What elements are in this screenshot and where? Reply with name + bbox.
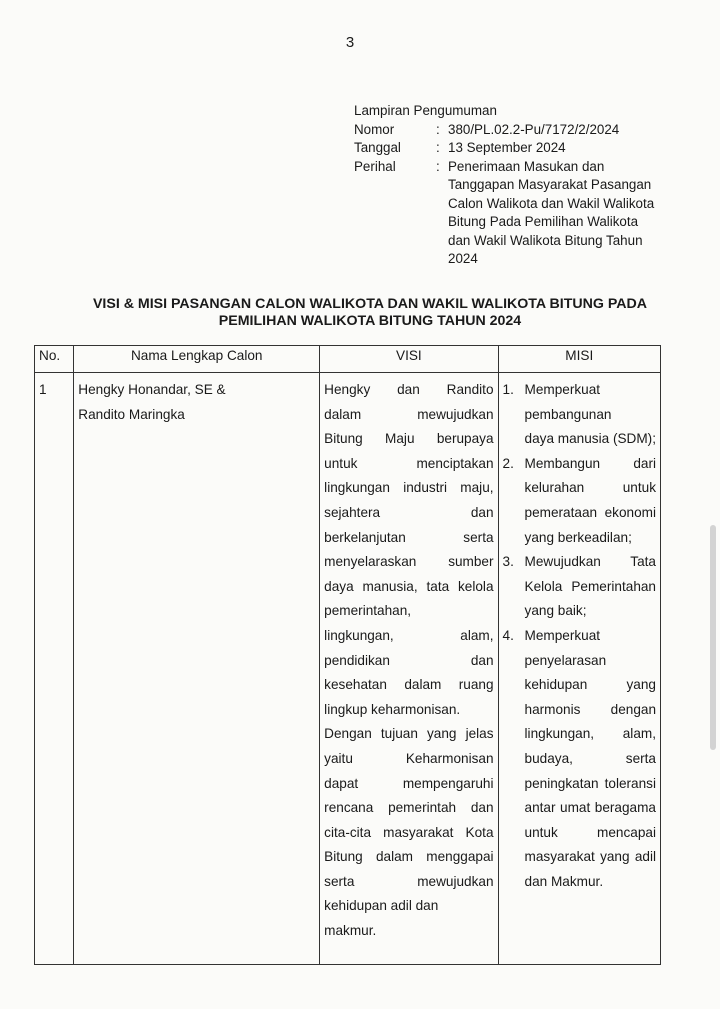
visi-line: lingkungan, alam, <box>324 627 494 643</box>
lampiran-field-nomor <box>354 121 676 140</box>
misi-text <box>525 452 656 550</box>
misi-line: lingkungan, alam, <box>524 726 656 742</box>
misi-line: daya manusia (SDM); <box>524 431 656 447</box>
lampiran-field-tanggal <box>354 139 676 158</box>
header-visi: VISI <box>320 346 498 373</box>
visi-line: Bitung dalam menggapai <box>324 849 494 865</box>
field-value-line: 380/PL.02.2-Pu/7172/2/2024 <box>448 121 620 137</box>
misi-line: dan Makmur. <box>524 873 604 889</box>
visi-misi-table <box>34 345 661 965</box>
nama-line: Hengky Honandar, SE & <box>78 382 226 397</box>
visi-line: sejahtera dan <box>324 504 494 520</box>
visi-line: Bitung Maju berupaya <box>324 431 494 447</box>
misi-number: 4. <box>502 627 514 643</box>
misi-line: antar umat beragama <box>524 800 656 816</box>
field-value-line: 2024 <box>448 251 478 266</box>
field-colon: : <box>436 140 440 155</box>
field-value-line: Calon Walikota dan Wakil Walikota <box>448 195 655 211</box>
page-number: 3 <box>345 34 355 51</box>
misi-item <box>503 378 656 452</box>
field-value-line: Bitung Pada Pemilihan Walikota <box>448 214 639 229</box>
table-header-row <box>35 346 661 373</box>
visi-line: yaitu Keharmonisan <box>324 750 494 766</box>
header-misi: MISI <box>498 346 660 373</box>
visi-line: makmur. <box>324 923 377 939</box>
misi-item <box>503 624 656 895</box>
visi-line: untuk menciptakan <box>324 455 494 471</box>
misi-line: yang baik; <box>524 603 587 619</box>
visi-line: pendidikan dan <box>324 652 494 668</box>
visi-line: dalam mewujudkan <box>324 406 494 422</box>
misi-line: harmonis dengan <box>524 701 656 717</box>
misi-line: kehidupan yang <box>524 677 656 693</box>
visi-line: menyelaraskan sumber <box>324 554 494 570</box>
visi-line: kehidupan adil dan <box>324 898 439 914</box>
misi-text <box>525 550 656 624</box>
misi-line: untuk mencapai <box>524 824 656 840</box>
field-label: Tanggal <box>354 140 401 155</box>
misi-line: peningkatan toleransi <box>524 775 656 791</box>
misi-line: pemerataan ekonomi <box>524 504 656 520</box>
lampiran-field-perihal <box>354 158 676 269</box>
scrollbar[interactable] <box>710 525 716 750</box>
field-colon: : <box>436 158 440 174</box>
misi-line: Membangun dari <box>524 455 656 471</box>
cell-no <box>35 373 74 965</box>
visi-line: rencana pemerintah dan <box>324 800 494 816</box>
visi-line: berkelanjutan serta <box>324 529 494 545</box>
visi-line: daya manusia, tata kelola <box>324 578 494 594</box>
misi-line: yang berkeadilan; <box>524 529 632 545</box>
visi-line: lingkup keharmonisan. <box>324 701 461 717</box>
field-value <box>448 158 676 269</box>
visi-line: dapat mempengaruhi <box>324 775 494 791</box>
field-value-line: 13 September 2024 <box>448 140 566 155</box>
lampiran-heading: Lampiran Pengumuman <box>354 103 497 118</box>
misi-line: Memperkuat <box>524 627 601 643</box>
lampiran-fields <box>354 121 676 269</box>
visi-line: kesehatan dalam ruang <box>324 677 494 693</box>
document-title <box>30 296 710 330</box>
field-value-line: Penerimaan Masukan dan <box>448 158 605 174</box>
misi-text <box>525 624 656 895</box>
misi-item <box>503 452 656 550</box>
title-line: PEMILIHAN WALIKOTA BITUNG TAHUN 2024 <box>218 313 522 329</box>
field-value-line: Tanggapan Masyarakat Pasangan <box>448 177 652 192</box>
misi-line: kelurahan untuk <box>524 480 656 496</box>
field-colon: : <box>436 121 440 137</box>
visi-line: Hengky dan Randito <box>324 382 494 397</box>
title-line: VISI & MISI PASANGAN CALON WALIKOTA DAN WAKIL WALIKOTA BITUNG PADA <box>92 296 648 312</box>
misi-line: pembangunan <box>524 406 612 422</box>
field-value-line: dan Wakil Walikota Bitung Tahun <box>448 232 643 248</box>
misi-line: masyarakat yang adil <box>524 849 656 865</box>
misi-text <box>525 378 656 452</box>
visi-line: Dengan tujuan yang jelas <box>324 726 494 742</box>
nama-line: Randito Maringka <box>78 406 185 422</box>
lampiran-block <box>354 102 676 269</box>
misi-item <box>503 550 656 624</box>
visi-line: lingkungan industri maju, <box>324 480 494 496</box>
field-value <box>448 121 676 140</box>
cell-visi <box>320 373 498 965</box>
misi-line: Memperkuat <box>524 382 601 397</box>
cell-nama <box>74 373 320 965</box>
misi-line: Mewujudkan Tata <box>524 554 656 570</box>
row-number: 1 <box>39 382 47 397</box>
cell-misi <box>498 373 660 965</box>
field-label: Nomor <box>354 121 395 137</box>
table-row <box>35 373 661 965</box>
header-nama: Nama Lengkap Calon <box>74 346 320 373</box>
misi-line: Kelola Pemerintahan <box>524 578 656 594</box>
misi-line: penyelarasan <box>524 652 607 668</box>
misi-number: 2. <box>502 455 514 471</box>
visi-line: pemerintahan, <box>324 603 412 619</box>
header-no: No. <box>35 346 74 373</box>
visi-line: cita-cita masyarakat Kota <box>324 824 494 840</box>
misi-number: 3. <box>502 554 514 570</box>
field-label: Perihal <box>354 158 396 174</box>
visi-line: serta mewujudkan <box>324 873 494 889</box>
misi-line: budaya, serta <box>524 750 656 766</box>
misi-number: 1. <box>502 382 514 397</box>
field-value <box>448 139 676 158</box>
